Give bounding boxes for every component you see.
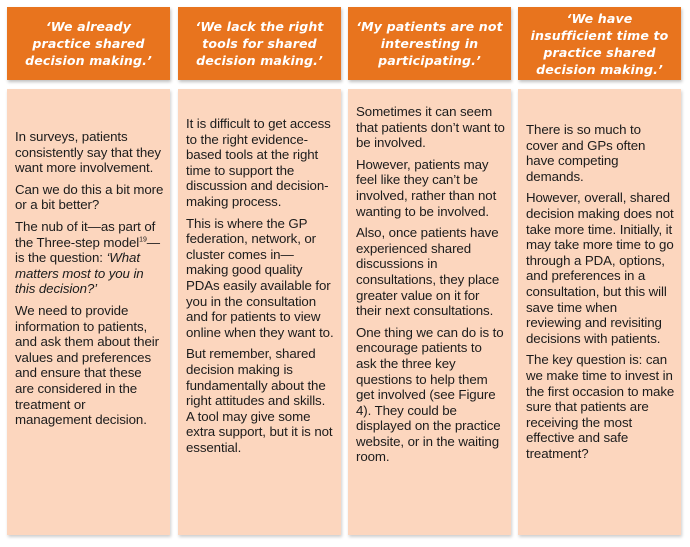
column-body bbox=[518, 89, 681, 535]
column-header: ‘We lack the right tools for shared decision making.’ bbox=[178, 7, 341, 80]
column-header: ‘We have insufficient time to practice shared decision making.’ bbox=[518, 7, 681, 80]
paragraph: One thing we can do is to encourage patients to ask the three key questions to help them get involved (see Figure 4). They could be displayed on the practice website, or in the waiting room. bbox=[356, 324, 504, 465]
paragraph: However, overall, shared decision making does not take more time. Initially, it may take more time to go through a PDA, options, and preferences in a consultation, but this will save time when reviewing and revisiting decisions with patients. bbox=[526, 190, 674, 346]
paragraph: The key question is: can we make time to invest in the first occasion to make sure that patients are receiving the most effective and safe treatment? bbox=[526, 352, 675, 461]
paragraph: This is where the GP federation, network, or cluster comes in—making good quality PDAs easily available for you in the consultation and for patients to view online when they want to. bbox=[186, 215, 334, 340]
paragraph: However, patients may feel like they can’t be involved, rather than not wanting to be involved. bbox=[356, 156, 497, 219]
paragraph: Sometimes it can seem that patients don’t want to be involved. bbox=[356, 104, 505, 151]
paragraph: We need to provide information to patients, and ask them about their values and preferences and ensure that these are considered in the treatment or management decision. bbox=[15, 302, 159, 428]
paragraph-text: —is the question: bbox=[15, 234, 160, 266]
paragraph: There is so much to cover and GPs often have competing demands. bbox=[526, 122, 646, 184]
column-header: ‘My patients are not interesting in participating.’ bbox=[348, 7, 511, 80]
paragraph: But remember, shared decision making is fundamentally about the right attitudes and skills. A tool may give some extra support, but it is not essential. bbox=[186, 346, 333, 455]
column-header: ‘We already practice shared decision making.’ bbox=[7, 7, 170, 80]
key-question: ‘What matters most to you in this decision?’ bbox=[15, 250, 144, 297]
paragraph: It is difficult to get access to the right evidence-based tools at the right time to support the discussion and decision-making process. bbox=[186, 116, 331, 209]
column-body bbox=[7, 89, 170, 535]
column-body bbox=[348, 89, 511, 535]
paragraph-text: The nub of it—as part of the Three-step model bbox=[15, 218, 156, 250]
paragraph bbox=[15, 219, 164, 297]
column-body bbox=[178, 89, 341, 535]
reference-superscript: 19 bbox=[139, 236, 147, 244]
paragraph: Also, once patients have experienced shared discussions in consultations, they place greater value on it for their next consultations. bbox=[356, 225, 500, 319]
paragraph: Can we do this a bit more or a bit better? bbox=[15, 181, 164, 213]
paragraph: In surveys, patients consistently say that they want more involvement. bbox=[15, 129, 161, 176]
